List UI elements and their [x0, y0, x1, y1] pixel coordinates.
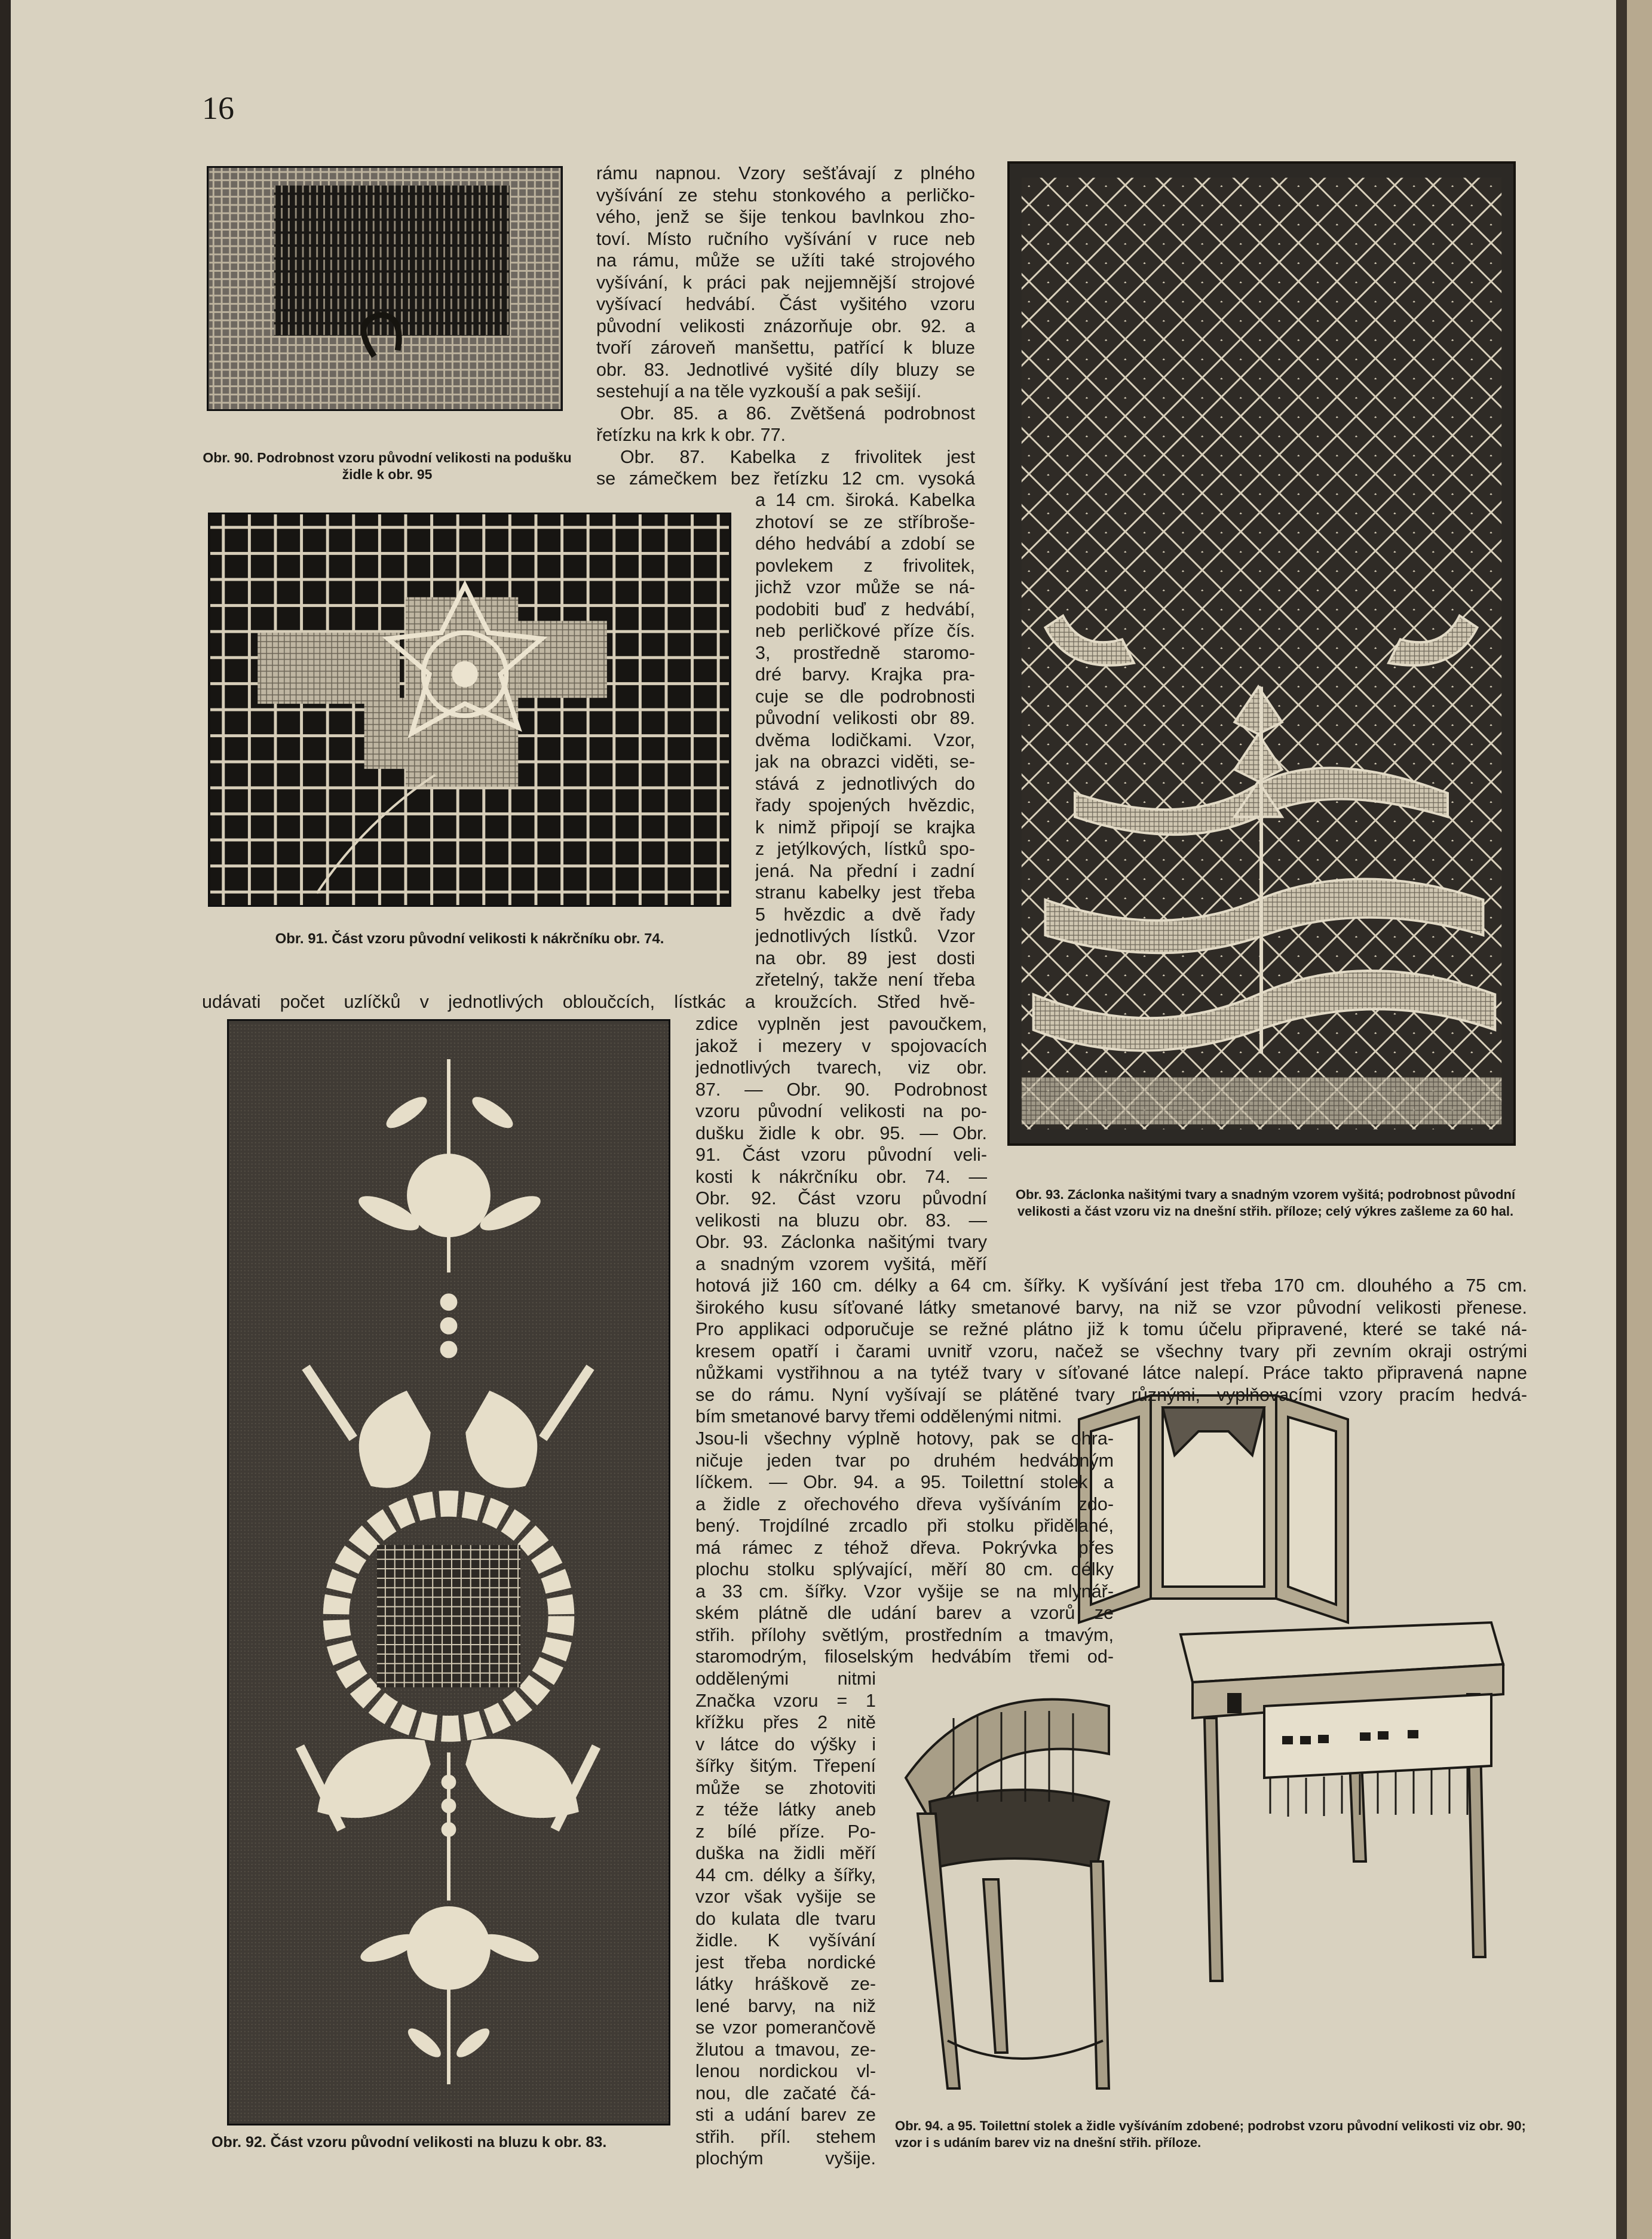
text-line: původní velikosti znázorňuje obr. 92. a — [596, 315, 975, 336]
text-line: plochým vyšije. — [695, 2148, 876, 2169]
text-line: v látce do výšky i — [695, 1734, 876, 1755]
text-line: do kulata dle tvaru — [695, 1908, 876, 1929]
text-line: lené barvy, na niž — [695, 1995, 876, 2016]
text-line: a židle z ořechového dřeva vyšíváním zdo- — [695, 1493, 1114, 1514]
text-line: zdice vyplněn jest pavoučkem, — [695, 1014, 987, 1034]
text-line: rámu napnou. Vzory sešťávají z plného — [596, 163, 975, 183]
text-line: stranu kabelky jest třeba — [755, 882, 975, 903]
text-line: jednotlivých tvarech, viz obr. — [695, 1057, 987, 1078]
text-line: vyšívání ze stehu stonkového a perličko- — [596, 185, 975, 206]
text-column-lower — [695, 1428, 1114, 1668]
text-line: sti a udání barev ze — [695, 2105, 876, 2125]
text-line: a snadným vzorem vyšitá, měří — [695, 1253, 987, 1274]
text-line: ničuje jeden tvar po druhém hedvábným — [695, 1450, 1114, 1471]
text-line: vyšívání, k práci pak nejjemnější strojové — [596, 272, 975, 293]
text-line: střih. příl. stehem — [695, 2126, 876, 2147]
text-line: nůžkami vystřihnou a na tytéž tvary v síťované látce nalepí. Práce takto připravená napne — [695, 1363, 1527, 1383]
figure-92-caption: Obr. 92. Část vzoru původní velikosti na bluzu k obr. 83. — [212, 2134, 607, 2151]
text-line: obr. 83. Jednotlivé vyšité díly bluzy se — [596, 359, 975, 380]
text-line: Obr. 87. Kabelka z frivolitek jest — [620, 446, 975, 467]
text-line: na obr. 89 jest dosti — [755, 947, 975, 968]
text-line: se do rámu. Nyní vyšívají se plátěné tvary různými, vyplňovacími vzory pracím hedvá- — [695, 1384, 1527, 1405]
text-column-mid — [695, 1013, 987, 1275]
text-wide-block — [695, 1275, 1527, 1428]
text-line: křížku přes 2 nitě — [695, 1712, 876, 1732]
page-number: 16 — [202, 90, 234, 126]
page-spine — [1616, 0, 1627, 2239]
next-page-edge — [1627, 0, 1652, 2239]
text-line: k nimž připojí se krajka — [755, 817, 975, 838]
figure-92-photo — [227, 1019, 670, 2125]
text-line: tvoří zároveň manšettu, patřící k bluze — [596, 338, 975, 358]
text-line: 5 hvězdic a dvě řady — [755, 904, 975, 925]
floral-embroidery-image — [229, 1021, 669, 2124]
text-line: 91. Část vzoru původní veli- — [695, 1145, 987, 1165]
text-line: udávati počet uzlíčků v jednotlivých obloučcích, lístkác a kroužcích. Střed hvě- — [202, 992, 975, 1012]
text-line: střih. přílohy světlým, prostředním a tmavým, — [695, 1624, 1114, 1645]
text-line: se vzor pomerančově — [695, 2017, 876, 2038]
text-line: a 33 cm. šířky. Vzor vyšije se na mlynář- — [695, 1581, 1114, 1602]
text-line: židle. K vyšívání — [695, 1930, 876, 1950]
text-line: zřetelný, takže není třeba — [755, 970, 975, 990]
text-line: na rámu, může se užíti také strojového — [596, 250, 975, 271]
text-line: Obr. 85. a 86. Zvětšená podrobnost — [620, 403, 975, 424]
text-line: jichž vzor může se ná- — [755, 577, 975, 597]
text-line: nou, dle začaté čá- — [695, 2082, 876, 2103]
text-line: Obr. 93. Záclonka našitými tvary — [695, 1232, 987, 1252]
text-line: žlutou a tmavou, ze- — [695, 2039, 876, 2060]
text-line: hotová již 160 cm. délky a 64 cm. šířky. K vyšívání jest třeba 170 cm. dlouhého a 75 cm. — [695, 1275, 1527, 1296]
figure-93-caption: Obr. 93. Záclonka našitými tvary a snadným vzorem vyšitá; podrobnost původní velikosti a část vzoru viz na dnešní střih. příloze; celý výkres zašleme za 60 hal. — [1015, 1187, 1516, 1219]
figure-93-photo — [1007, 161, 1516, 1146]
text-line: kosti k nákrčníku obr. 74. — — [695, 1166, 987, 1187]
text-column-narrow-2 — [695, 1668, 876, 2170]
figure-94-95-caption: Obr. 94. a 95. Toilettní stolek a židle vyšíváním zdobené; podrobst vzoru původní velikosti viz obr. 90; vzor i s udáním barev viz na dnešní střih. příloze. — [895, 2118, 1526, 2150]
text-line: staromodrým, filoselským hedvábím třemi od- — [695, 1646, 1114, 1667]
text-line: duška na židli měří — [695, 1843, 876, 1863]
text-line: lenou nordickou vl- — [695, 2061, 876, 2081]
text-line: vzoru původní velikosti na po- — [695, 1101, 987, 1121]
text-line: řetízku na krk k obr. 77. — [596, 425, 786, 445]
text-line: Značka vzoru = 1 — [695, 1690, 876, 1711]
text-line: oddělenými nitmi — [695, 1668, 876, 1689]
text-line: toví. Místo ručního vyšívání v ruce neb — [596, 228, 975, 249]
text-line: Obr. 92. Část vzoru původní — [695, 1188, 987, 1209]
text-line: líčkem. — Obr. 94. a 95. Toilettní stolek a — [695, 1472, 1114, 1492]
text-line: řady spojených hvězdic, — [755, 795, 975, 815]
text-line: povlekem z frivolitek, — [755, 555, 975, 576]
grid-pattern-image — [209, 168, 561, 409]
text-line: 3, prostředně staromo- — [755, 642, 975, 663]
text-line: 44 cm. délky a šířky, — [695, 1864, 876, 1885]
text-line: šířky šitým. Třepení — [695, 1756, 876, 1776]
text-line: z téže látky aneb — [695, 1799, 876, 1820]
text-line: Pro applikaci odporučuje se režné plátno již k tomu účelu připravené, které se také ná- — [695, 1319, 1527, 1339]
text-line: sestehují a na těle vyzkouší a pak sešijí. — [596, 381, 922, 401]
needlework-grid-image — [210, 514, 730, 905]
text-line: dušku židle k obr. 95. — Obr. — [695, 1122, 987, 1143]
text-line: původní velikosti obr 89. — [755, 708, 975, 728]
text-line: má rámec z téhož dřeva. Pokrývka přes — [695, 1537, 1114, 1558]
text-line: jená. Na přední i zadní — [755, 860, 975, 881]
text-line: vzor však vyšije se — [695, 1887, 876, 1907]
text-line: látky hráškově ze- — [695, 1974, 876, 1994]
text-line: plochu stolku splývající, měří 80 cm. délky — [695, 1559, 1114, 1579]
text-line: dvěma lodičkami. Vzor, — [755, 729, 975, 750]
text-line: vého, jenž se šije tenkou bavlnkou zho- — [596, 207, 975, 227]
text-line: podobiti buď z hedvábí, — [755, 599, 975, 619]
text-line: jest třeba nordické — [695, 1952, 876, 1973]
text-line: z bílé příze. Po- — [695, 1821, 876, 1842]
text-line: širokého kusu síťované látky smetanové barvy, na niž se vzor původní velikosti přenese. — [695, 1297, 1527, 1318]
figure-91-caption: Obr. 91. Část vzoru původní velikosti k nákrčníku obr. 74. — [275, 931, 664, 947]
figure-91-photo — [208, 513, 731, 907]
text-line: stává z jednotlivých do — [755, 773, 975, 794]
text-line: může se zhotoviti — [695, 1777, 876, 1798]
text-column-top-right — [596, 162, 975, 490]
magazine-page — [11, 0, 1627, 2239]
text-line: neb perličkové příze čís. — [755, 621, 975, 641]
text-line: dré barvy. Krajka pra- — [755, 664, 975, 685]
text-line: cuje se dle podrobnosti — [755, 686, 975, 707]
text-line: se zámečkem bez řetízku 12 cm. vysoká — [596, 468, 975, 489]
text-line: Jsou-li všechny výplně hotovy, pak se ohra- — [695, 1428, 1114, 1449]
text-line: kresem opatří i čarami uvnitř vzoru, načež se všechny tvary při zevním okraji ostrými — [695, 1341, 1527, 1361]
text-line: bím smetanové barvy třemi oddělenými nitmi. — [695, 1406, 1062, 1427]
text-line: z jetýlkových, lístků spo- — [755, 839, 975, 859]
text-column-narrow-1 — [755, 489, 975, 991]
text-wide-line — [202, 991, 975, 1013]
text-line: jednotlivých lístků. Vzor — [755, 926, 975, 946]
text-line: 87. — Obr. 90. Podrobnost — [695, 1079, 987, 1100]
text-line: a 14 cm. široká. Kabelka — [755, 490, 975, 510]
text-line: jakož i mezery v spojovacích — [695, 1035, 987, 1056]
text-line: dého hedvábí a zdobí se — [755, 533, 975, 554]
curtain-lace-image — [1010, 164, 1513, 1143]
text-line: velikosti na bluzu obr. 83. — — [695, 1210, 987, 1231]
figure-90-caption: Obr. 90. Podrobnost vzoru původní velikosti na podušku židle k obr. 95 — [203, 450, 572, 482]
figure-90-photo — [207, 166, 563, 411]
text-line: zhotoví se ze stříbroše- — [755, 511, 975, 532]
text-line: bený. Trojdílné zrcadlo při stolku přidělané, — [695, 1516, 1114, 1536]
text-line: ském plátně dle udání barev a vzorů ze — [695, 1603, 1114, 1623]
text-line: jak na obrazci viděti, se- — [755, 752, 975, 772]
text-line: vyšívací hedvábí. Část vyšitého vzoru — [596, 294, 975, 314]
